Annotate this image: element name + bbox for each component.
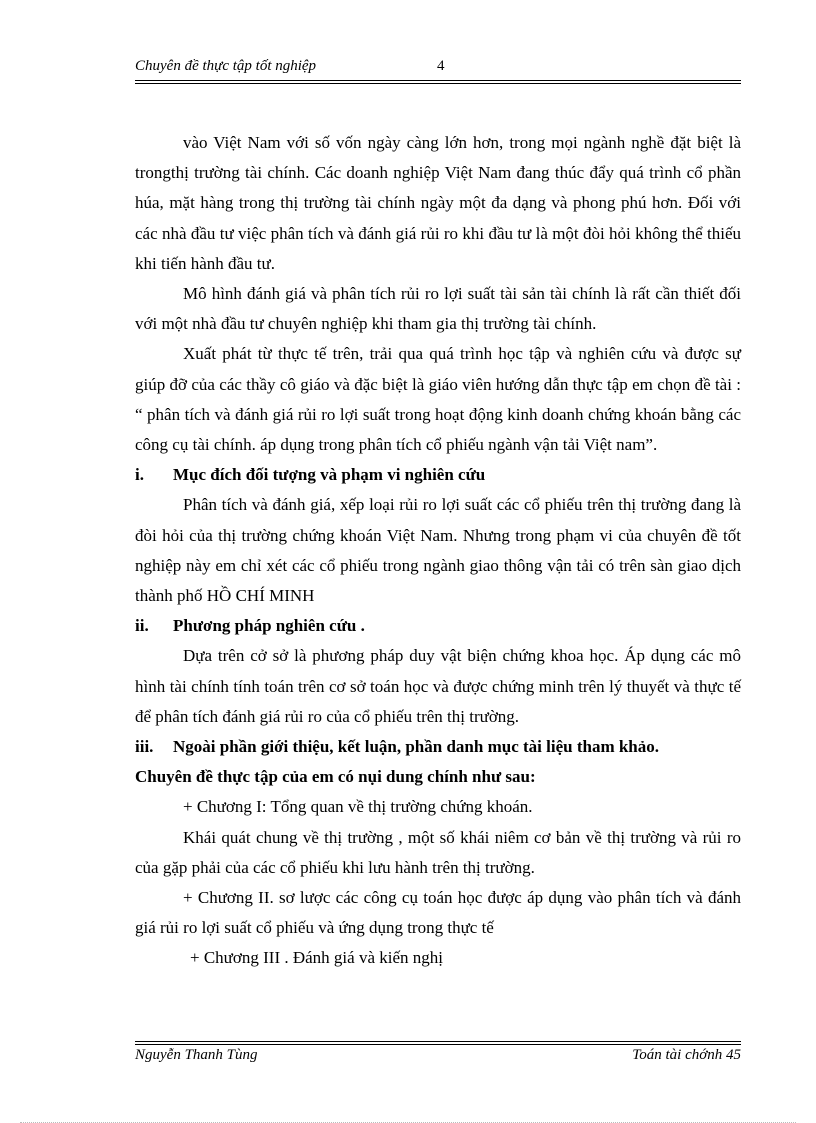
section-title: Phương pháp nghiên cứu . xyxy=(173,616,365,636)
paragraph-topic: Xuất phát từ thực tế trên, trải qua quá trình học tập và nghiên cứu và được sự giúp đỡ của các thầy cô giáo và đặc biệt là giáo viên hướng dẫn thực tập em chọn đề tài : “ phân tích và đánh giá rủi ro lợi suất trong hoạt động kinh doanh chứng khoán bằng các công cụ tài chính. áp dụng trong phân tích cổ phiếu ngành vận tải Việt nam”. xyxy=(135,344,741,455)
paragraph-method: Dựa trên cở sở là phương pháp duy vật biện chứng khoa học. Áp dụng các mô hình tài chính tính toán trên cơ sở toán học và được chứng minh trên lý thuyết và thực tế để phân tích đánh giá rủi ro của cổ phiếu trên thị trường. xyxy=(135,646,741,726)
page-header xyxy=(135,58,741,80)
footer-class: Toán tài chớnh 45 xyxy=(632,1047,741,1063)
page-footer xyxy=(135,1047,741,1069)
section-heading-1 xyxy=(135,460,741,490)
section-number: i. xyxy=(135,465,144,485)
page-body xyxy=(135,128,741,974)
section-title: Ngoài phần giới thiệu, kết luận, phần danh mục tài liệu tham khảo. xyxy=(173,737,660,757)
footer-author: Nguyễn Thanh Tùng xyxy=(135,1047,258,1063)
section-title: Mục đích đối tượng và phạm vi nghiên cứu xyxy=(173,465,486,485)
section-heading-3-continued: Chuyên đề thực tập của em có nụi dung chính như sau: xyxy=(135,767,536,787)
paragraph-chapter1-summary: Khái quát chung về thị trường , một số khái niêm cơ bản về thị trường và rủi ro của gặp phải của các cổ phiếu khi lưu hành trên thị trường. xyxy=(135,827,741,877)
header-title: Chuyên đề thực tập tốt nghiệp xyxy=(135,58,317,74)
section-number: ii. xyxy=(135,616,149,636)
header-rule xyxy=(135,80,741,84)
chapter-item-1: + Chương I: Tổng quan về thị trường chứng khoán. xyxy=(183,797,533,817)
section-heading-2 xyxy=(135,611,741,641)
section-number: iii. xyxy=(135,737,154,757)
paragraph-scope: Phân tích và đánh giá, xếp loại rủi ro lợi suất các cổ phiếu trên thị trường đang là đòi hỏi của thị trường chứng khoán Việt Nam. Nhưng trong phạm vi của chuyên đề tốt nghiệp này em chỉ xét các cổ phiếu trong ngành giao thông vận tải có trên sàn giao dịch thành phố HỒ CHÍ MINH xyxy=(135,495,741,606)
chapter-item-3: + Chương III . Đánh giá và kiến nghị xyxy=(190,948,443,968)
chapter-item-2: + Chương II. sơ lược các công cụ toán học được áp dụng vào phân tích và đánh giá rủi ro lợi suất cổ phiếu và ứng dụng trong thực tế xyxy=(135,888,741,938)
page-number: 4 xyxy=(437,58,445,74)
section-heading-3 xyxy=(135,732,741,762)
paragraph-intro: vào Việt Nam với số vốn ngày càng lớn hơn, trong mọi ngành nghề đặt biệt là trongthị trường tài chính. Các doanh nghiệp Việt Nam đang thúc đẩy quá trình cổ phần húa, mặt hàng trong thị trường tài chính ngày một đa dạng và phong phú hơn. Đối với các nhà đầu tư việc phân tích và đánh giá rủi ro khi đầu tư là một đòi hỏi không thể thiếu khi tiến hành đầu tư. xyxy=(135,133,741,273)
footer-rule xyxy=(135,1041,741,1045)
paragraph-model: Mô hình đánh giá và phân tích rủi ro lợi suất tài sản tài chính là rất cần thiết đối với một nhà đầu tư chuyên nghiệp khi tham gia thị trường tài chính. xyxy=(135,284,741,334)
